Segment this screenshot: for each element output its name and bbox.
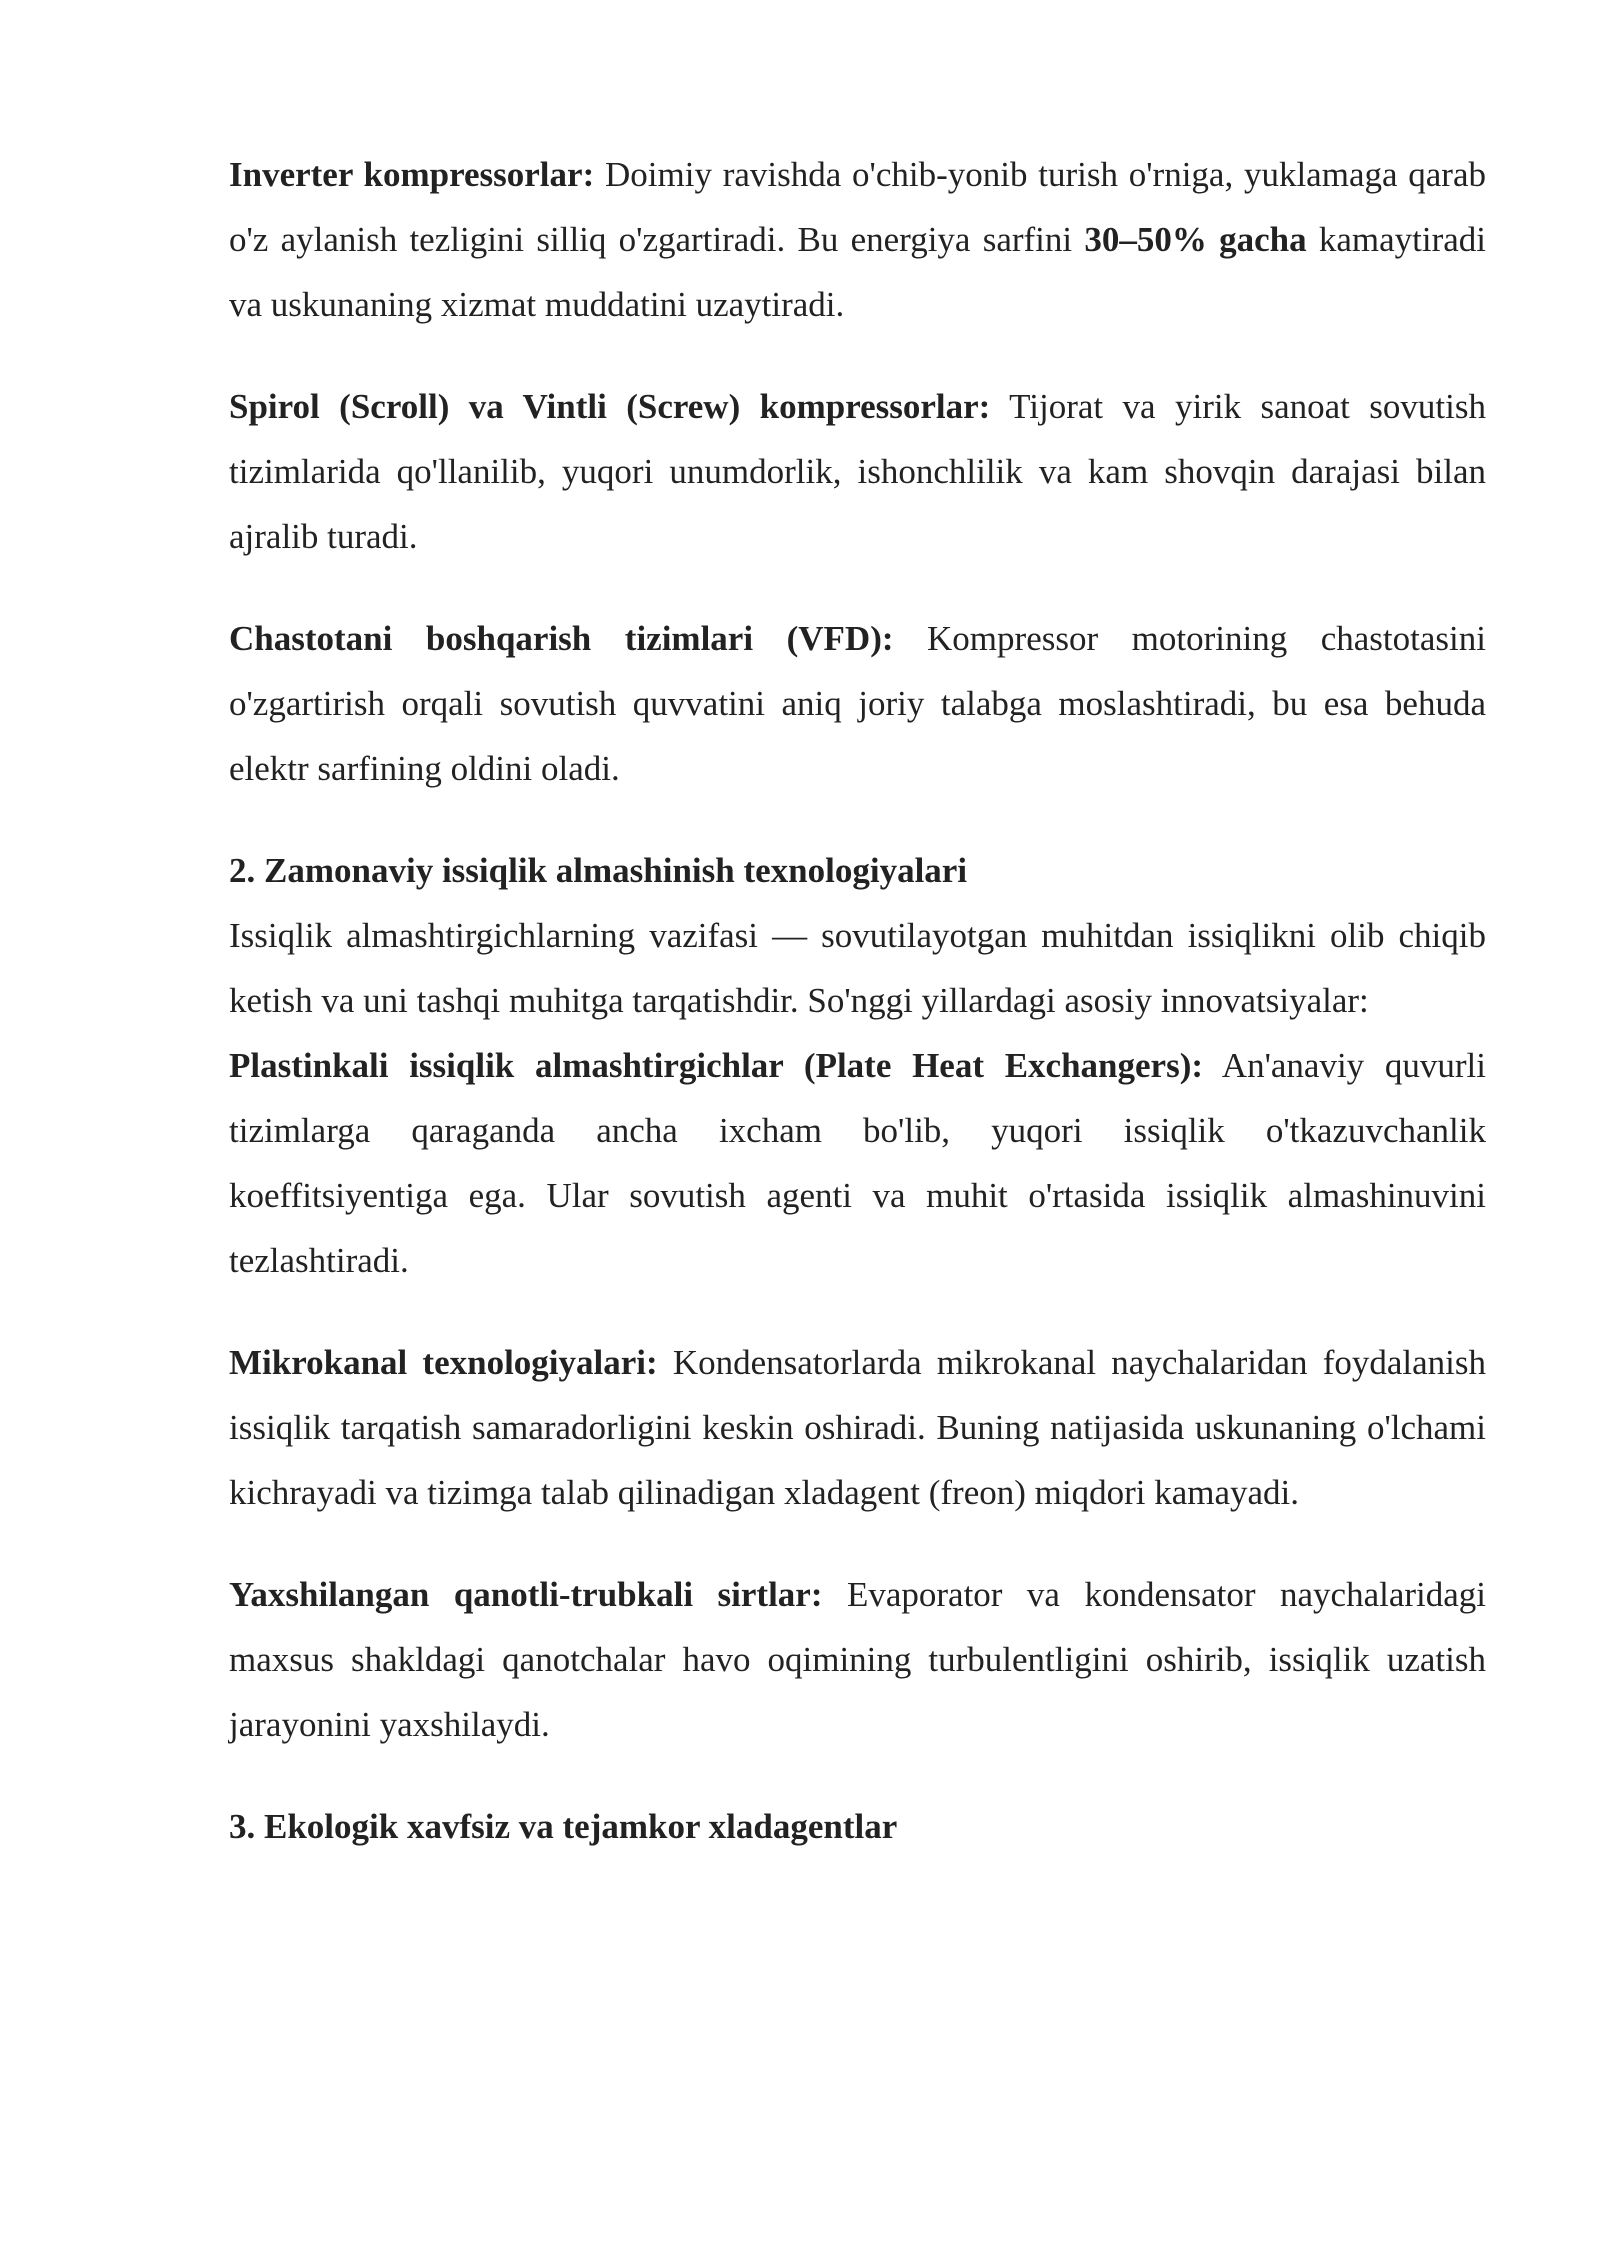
document-page [229, 142, 1486, 1859]
paragraph-text: An'anaviy quvurli tizimlarga qaraganda ancha ixcham bo'lib, yuqori issiqlik o'tkazuvchanlik koeffitsiyentiga ega. Ular sovutish agenti va muhit o'rtasida issiqlik almashinuvini tezlashtiradi. [229, 1046, 1486, 1280]
paragraph-inverter-compressors [229, 142, 1486, 337]
paragraph-microchannel [229, 1330, 1486, 1525]
paragraph-plate-heat-exchangers [229, 1033, 1486, 1293]
paragraph-text: kamaytiradi va uskunaning xizmat muddatini uzaytiradi. [229, 220, 1487, 324]
section-heading-2: 2. Zamonaviy issiqlik almashinish texnologiyalari [229, 851, 968, 890]
term-inverter-compressors: Inverter kompressorlar: [229, 155, 595, 194]
term-finned-tube: Yaxshilangan qanotli-trubkali sirtlar: [229, 1575, 823, 1614]
paragraph-finned-tube [229, 1562, 1486, 1757]
paragraph-text: Tijorat va yirik sanoat sovutish tizimlarida qo'llanilib, yuqori unumdorlik, ishonchlilik va kam shovqin darajasi bilan ajralib turadi. [229, 387, 1486, 556]
paragraph-text: Kondensatorlarda mikrokanal naychalaridan foydalanish issiqlik tarqatish samaradorligini keskin oshiradi. Buning natijasida uskunaning o'lchami kichrayadi va tizimga talab qilinadigan xladagent (freon) miqdori kamayadi. [229, 1343, 1486, 1512]
section-intro-2: Issiqlik almashtirgichlarning vazifasi — sovutilayotgan muhitdan issiqlikni olib chiqib ketish va uni tashqi muhitga tarqatishdir. So'nggi yillardagi asosiy innovatsiyalar: [229, 916, 1486, 1020]
paragraph-scroll-screw-compressors [229, 374, 1486, 569]
paragraph-text: Kompressor motorining chastotasini o'zgartirish orqali sovutish quvvatini aniq joriy talabga moslashtiradi, bu esa behuda elektr sarfining oldini oladi. [229, 619, 1486, 788]
paragraph-text: Doimiy ravishda o'chib-yonib turish o'rniga, yuklamaga qarab o'z aylanish tezligini silliq o'zgartiradi. Bu energiya sarfini [229, 155, 1486, 259]
paragraph-text: Evaporator va kondensator naychalaridagi maxsus shakldagi qanotchalar havo oqimining turbulentligini oshirib, issiqlik uzatish jarayonini yaxshilaydi. [229, 1575, 1486, 1744]
paragraph-vfd [229, 606, 1486, 801]
energy-saving-highlight: 30–50% gacha [1084, 220, 1307, 259]
term-microchannel: Mikrokanal texnologiyalari: [229, 1343, 658, 1382]
section-heading-3: 3. Ekologik xavfsiz va tejamkor xladagentlar [229, 1807, 898, 1846]
term-scroll-screw-compressors: Spirol (Scroll) va Vintli (Screw) kompressorlar: [229, 387, 991, 426]
term-plate-heat-exchangers: Plastinkali issiqlik almashtirgichlar (Plate Heat Exchangers): [229, 1046, 1204, 1085]
term-vfd: Chastotani boshqarish tizimlari (VFD): [229, 619, 894, 658]
